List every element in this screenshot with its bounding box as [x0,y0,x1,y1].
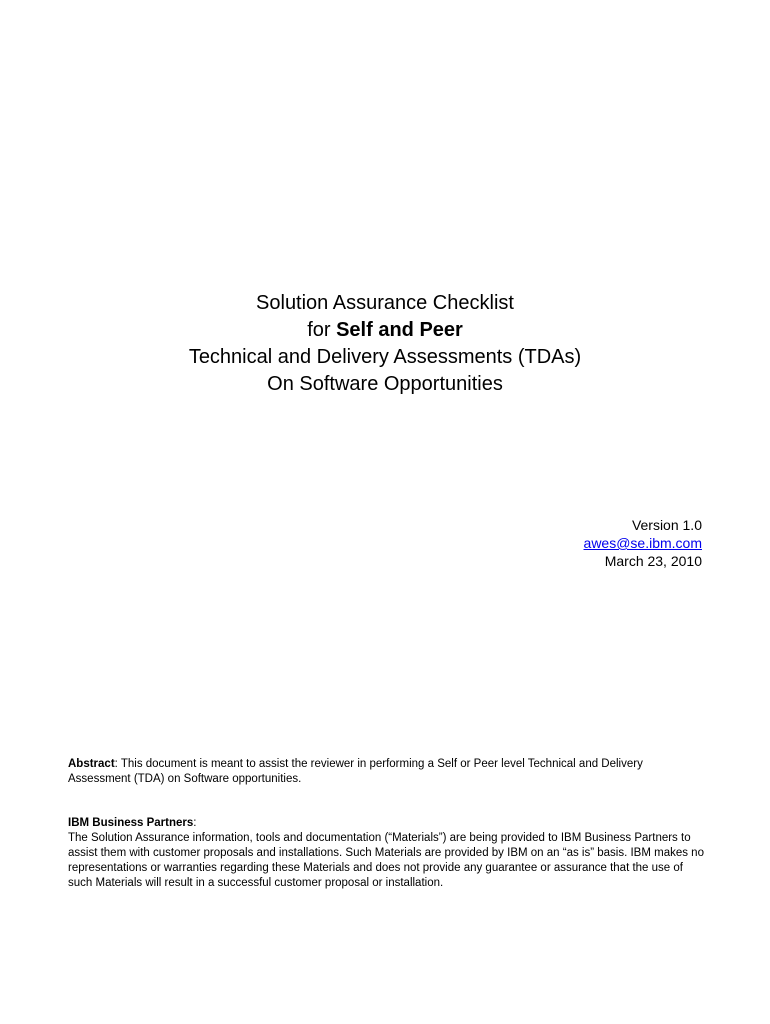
contact-email-link[interactable]: awes@se.ibm.com [583,535,702,551]
abstract-label: Abstract [68,758,115,770]
document-meta [584,516,702,570]
title-line-3: Technical and Delivery Assessments (TDAs) [188,346,582,368]
business-partners-section [68,816,708,891]
title-line-4: On Software Opportunities [267,373,503,395]
abstract-separator: : [114,758,121,770]
abstract-section [68,757,708,787]
version-label: Version 1.0 [631,517,702,533]
document-date: March 23, 2010 [604,553,702,569]
title-line-2 [0,317,770,344]
title-line-1: Solution Assurance Checklist [256,292,514,314]
document-title [0,290,770,398]
partners-heading [68,816,708,831]
title-line-2-bold: Self and Peer [336,319,463,341]
partners-text: The Solution Assurance information, tools and documentation (“Materials”) are being provided to IBM Business Partners to assist them with customer proposals and installations. Such Materials are provided by IBM on an “as is” basis. IBM makes no representations or warranties regarding these Materials and does not provide any guarantee or assurance that the use of such Materials will result in a successful customer proposal or installation. [68,832,704,889]
abstract-text: This document is meant to assist the reviewer in performing a Self or Peer level Technical and Delivery Assessment (TDA) on Software opportunities. [68,758,643,785]
partners-label: IBM Business Partners [68,817,194,829]
title-line-2-prefix: for [307,319,337,341]
partners-separator: : [193,817,197,829]
